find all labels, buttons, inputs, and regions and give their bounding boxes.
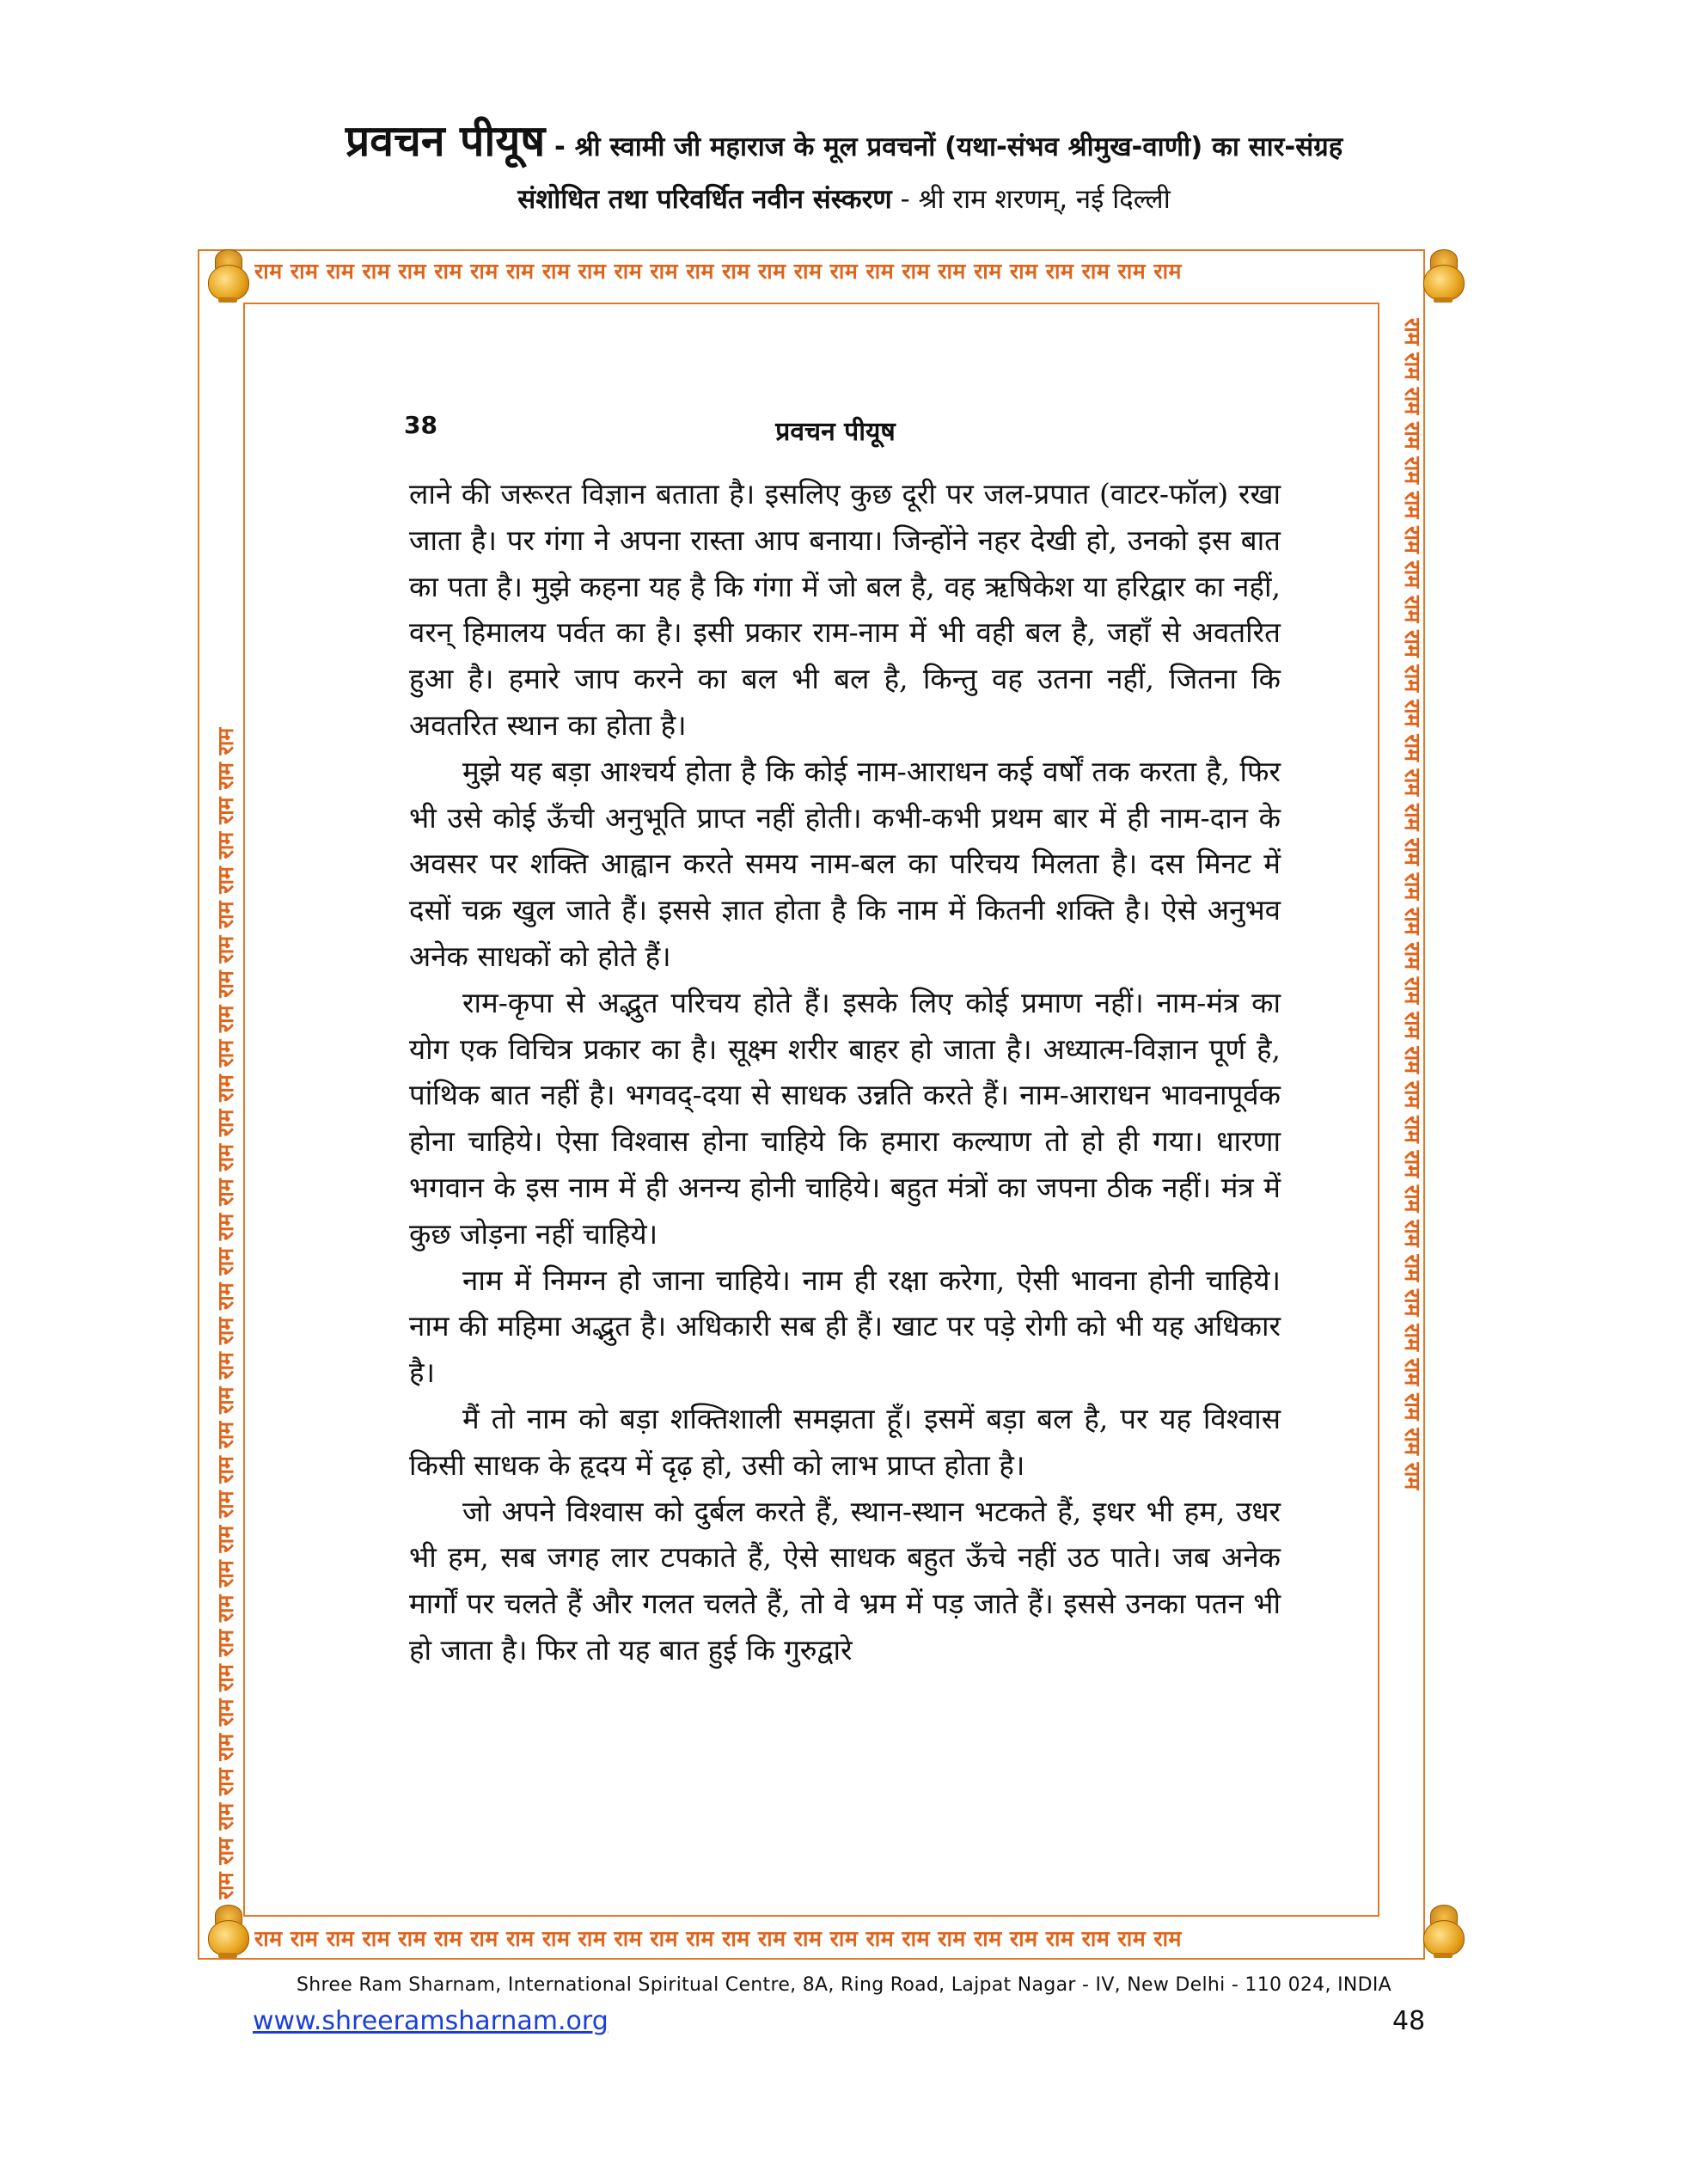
- kalash-icon: [203, 1905, 253, 1958]
- paragraph: राम-कृपा से अद्भुत परिचय होते हैं। इसके लिए कोई प्रमाण नहीं। नाम-मंत्र का योग एक विचित्र प्रकार का है। सूक्ष्म शरीर बाहर हो जाता है। अध्यात्म-विज्ञान पूर्ण है, पांथिक बात नहीं है। भगवद्-दया से साधक उन्नति करते हैं। नाम-आराधन भावनापूर्वक होना चाहिये। ऐसा विश्वास होना चाहिये कि हमारा कल्याण तो हो ही गया। धारणा भगवान के इस नाम में ही अनन्य होनी चाहिये। बहुत मंत्रों का जपना ठीक नहीं। मंत्र में कुछ जोड़ना नहीं चाहिये।: [409, 985, 1281, 1251]
- kalash-icon: [1418, 1905, 1468, 1958]
- header-description: - श्री स्वामी जी महाराज के मूल प्रवचनों (यथा-संभव श्रीमुख-वाणी) का सार-संग्रह: [545, 132, 1343, 162]
- paragraph: लाने की जरूरत विज्ञान बताता है। इसलिए कुछ दूरी पर जल-प्रपात (वाटर-फॉल) रखा जाता है। पर गंगा ने अपना रास्ता आप बनाया। जिन्होंने नहर देखी हो, उनको इस बात का पता है। मुझे कहना यह है कि गंगा में जो बल है, वह ऋषिकेश या हरिद्वार का नहीं, वरन् हिमालय पर्वत का है। इसी प्रकार राम-नाम में भी वही बल है, जहाँ से अवतरित हुआ है। हमारे जाप करने का बल भी बल है, किन्तु वह उतना नहीं, जितना कि अवतरित स्थान का होता है।: [409, 477, 1281, 742]
- running-title-text: प्रवचन पीयूष: [775, 417, 896, 447]
- ram-border-left: राम राम राम राम राम राम राम राम राम राम राम राम राम राम राम राम राम राम राम राम राम राम राम राम राम राम राम राम राम राम राम राम राम राम: [213, 727, 238, 1900]
- paragraph: मुझे यह बड़ा आश्चर्य होता है कि कोई नाम-आराधन कई वर्षों तक करता है, फिर भी उसे कोई ऊँची अनुभूति प्राप्त नहीं होती। कभी-कभी प्रथम बार में ही नाम-दान के अवसर पर शक्ति आह्वान करते समय नाम-बल का परिचय मिलता है। दस मिनट में दसों चक्र खुल जाते हैं। इससे ज्ञात होता है कि नाम में कितनी शक्ति है। ऐसे अनुभव अनेक साधकों को होते हैं।: [409, 754, 1281, 973]
- ram-border-bottom: राम राम राम राम राम राम राम राम राम राम राम राम राम राम राम राम राम राम राम राम राम राम राम राम राम राम: [254, 1926, 1182, 1951]
- paragraph: मैं तो नाम को बड़ा शक्तिशाली समझता हूँ। इसमें बड़ा बल है, पर यह विश्वास किसी साधक के हृदय में दृढ़ हो, उसी को लाभ प्राप्त होता है।: [409, 1401, 1281, 1482]
- ram-border-right: राम राम राम राम राम राम राम राम राम राम राम राम राम राम राम राम राम राम राम राम राम राम राम राम राम राम राम राम राम राम राम राम राम राम: [1400, 318, 1425, 1490]
- subheader-publisher: - श्री राम शरणम्, नई दिल्ली: [891, 184, 1171, 215]
- document-subheader: [0, 180, 1688, 217]
- kalash-icon: [1418, 249, 1468, 303]
- document-header: [0, 110, 1688, 168]
- body-text: [409, 471, 1281, 1673]
- kalash-icon: [203, 249, 253, 303]
- running-title: [0, 413, 1688, 448]
- book-page-number: 38: [404, 411, 437, 439]
- footer-address: Shree Ram Sharnam, International Spiritual Centre, 8A, Ring Road, Lajpat Nagar - IV, New Delhi - 110 024, INDIA: [297, 1974, 1391, 1996]
- paragraph: नाम में निमग्न हो जाना चाहिये। नाम ही रक्षा करेगा, ऐसी भावना होनी चाहिये। नाम की महिमा अद्भुत है। अधिकारी सब ही हैं। खाट पर पड़े रोगी को भी यह अधिकार है।: [409, 1263, 1281, 1390]
- pdf-page-number: 48: [1392, 2006, 1426, 2036]
- subheader-edition: संशोधित तथा परिवर्धित नवीन संस्करण: [517, 184, 892, 215]
- header-title: प्रवचन पीयूष: [345, 116, 546, 166]
- ram-border-top: राम राम राम राम राम राम राम राम राम राम राम राम राम राम राम राम राम राम राम राम राम राम राम राम राम राम: [254, 259, 1182, 284]
- website-link[interactable]: www.shreeramsharnam.org: [253, 2006, 609, 2036]
- paragraph: जो अपने विश्वास को दुर्बल करते हैं, स्थान-स्थान भटकते हैं, इधर भी हम, उधर भी हम, सब जगह लार टपकाते हैं, ऐसे साधक बहुत ऊँचे नहीं उठ पाते। जब अनेक मार्गों पर चलते हैं और गलत चलते हैं, तो वे भ्रम में पड़ जाते हैं। इससे उनका पतन भी हो जाता है। फिर तो यह बात हुई कि गुरुद्वारे: [409, 1494, 1281, 1667]
